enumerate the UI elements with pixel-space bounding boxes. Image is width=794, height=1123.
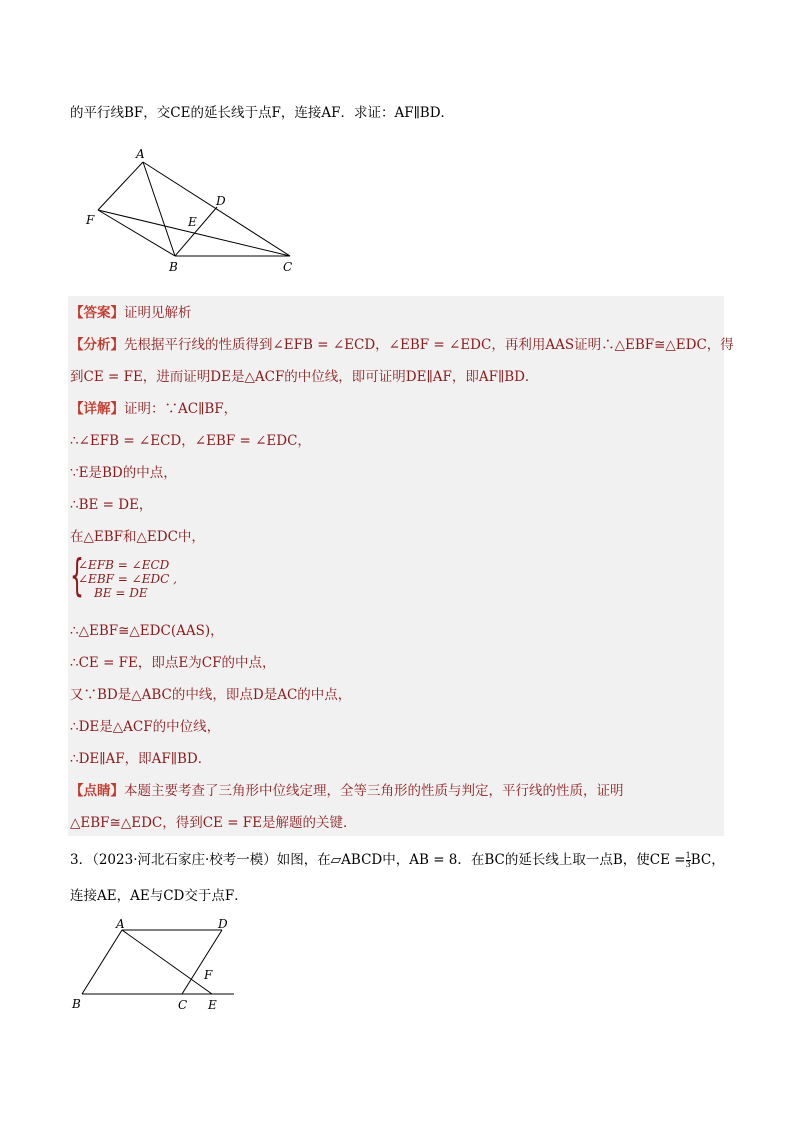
- detail-line-8: 又∵BD是△ABC的中线，即点D是AC的中点，: [70, 687, 352, 703]
- answer-line: [70, 304, 192, 322]
- detail-line-4: ∴BE = DE，: [70, 497, 153, 513]
- label-a-p: A: [116, 917, 125, 931]
- segment-ac: [143, 162, 290, 256]
- segment-af: [98, 162, 143, 210]
- segment-ab: [143, 162, 175, 256]
- figure-parallelogram: [70, 912, 240, 1014]
- system-row-1: ∠EFB = ∠ECD: [78, 558, 170, 572]
- system-row-3: BE = DE: [94, 586, 148, 600]
- label-a: A: [136, 147, 145, 161]
- segment-dc-p: [182, 930, 222, 994]
- problem3-text-b: BC，: [690, 852, 725, 868]
- detail-line-9: ∴DE是△ACF的中位线，: [70, 719, 221, 735]
- system-row-2: ∠EBF = ∠EDC ,: [78, 572, 177, 586]
- label-d: D: [216, 194, 226, 208]
- answer-text: 证明见解析: [124, 305, 192, 321]
- problem3-text-a: 3．（2023·河北石家庄·校考一模）如图，在▱ABCD中，AB = 8．在BC的延长线上取一点B，使CE =: [70, 852, 686, 868]
- intro-line: 的平行线BF，交CE的延长线于点F，连接AF．求证：AF∥BD．: [70, 105, 455, 121]
- detail-line-5: 在△EBF和△EDC中，: [70, 529, 205, 545]
- detail-line-2: ∴∠EFB = ∠ECD，∠EBF = ∠EDC，: [70, 433, 311, 449]
- comment-line-2: △EBF≅△EDC，得到CE = FE是解题的关键．: [70, 815, 357, 831]
- analysis-tag: 【分析】: [70, 337, 124, 353]
- comment-line-1: [70, 782, 624, 800]
- problem3-line-1: [70, 851, 725, 869]
- detail-line-3: ∵E是BD的中点，: [70, 465, 177, 481]
- comment-tag: 【点睛】: [70, 783, 124, 799]
- equation-system: [70, 550, 270, 604]
- comment-text-1: 本题主要考查了三角形中位线定理，全等三角形的性质与判定，平行线的性质，证明: [124, 783, 624, 799]
- detail-line-6: ∴△EBF≅△EDC(AAS)，: [70, 623, 224, 639]
- analysis-text-1: 先根据平行线的性质得到∠EFB = ∠ECD，∠EBF = ∠EDC，再利用AAS证明∴△EBF≅△EDC，得: [124, 337, 734, 353]
- detail-line-7: ∴CE = FE，即点E为CF的中点，: [70, 655, 276, 671]
- segment-fb: [98, 210, 175, 256]
- label-d-p: D: [218, 917, 228, 931]
- label-b: B: [169, 260, 178, 274]
- label-c-p: C: [178, 998, 188, 1012]
- problem3-line-2: 连接AE，AE与CD交于点F．: [70, 888, 248, 904]
- detail-tag: 【详解】: [70, 401, 124, 417]
- analysis-line-2: 到CE = FE，进而证明DE是△ACF的中位线，即可证明DE∥AF，即AF∥BD．: [70, 369, 539, 385]
- label-e-p: E: [208, 998, 217, 1012]
- analysis-line-1: [70, 336, 734, 354]
- label-f: F: [86, 213, 95, 227]
- frac-num: 1: [685, 851, 691, 860]
- label-b-p: B: [72, 997, 81, 1011]
- figure-triangle: [80, 144, 310, 276]
- frac-den: 3: [685, 860, 691, 869]
- label-c: C: [283, 260, 293, 274]
- label-e: E: [188, 215, 197, 229]
- label-f-p: F: [204, 968, 213, 982]
- detail-line-10: ∴DE∥AF，即AF∥BD．: [70, 751, 212, 767]
- detail-text-1: 证明：∵AC∥BF，: [124, 401, 238, 417]
- segment-ab-p: [82, 930, 122, 994]
- segment-ae-p: [122, 930, 212, 994]
- brace-icon: {: [70, 550, 84, 601]
- answer-tag: 【答案】: [70, 305, 124, 321]
- detail-line-1: [70, 400, 237, 418]
